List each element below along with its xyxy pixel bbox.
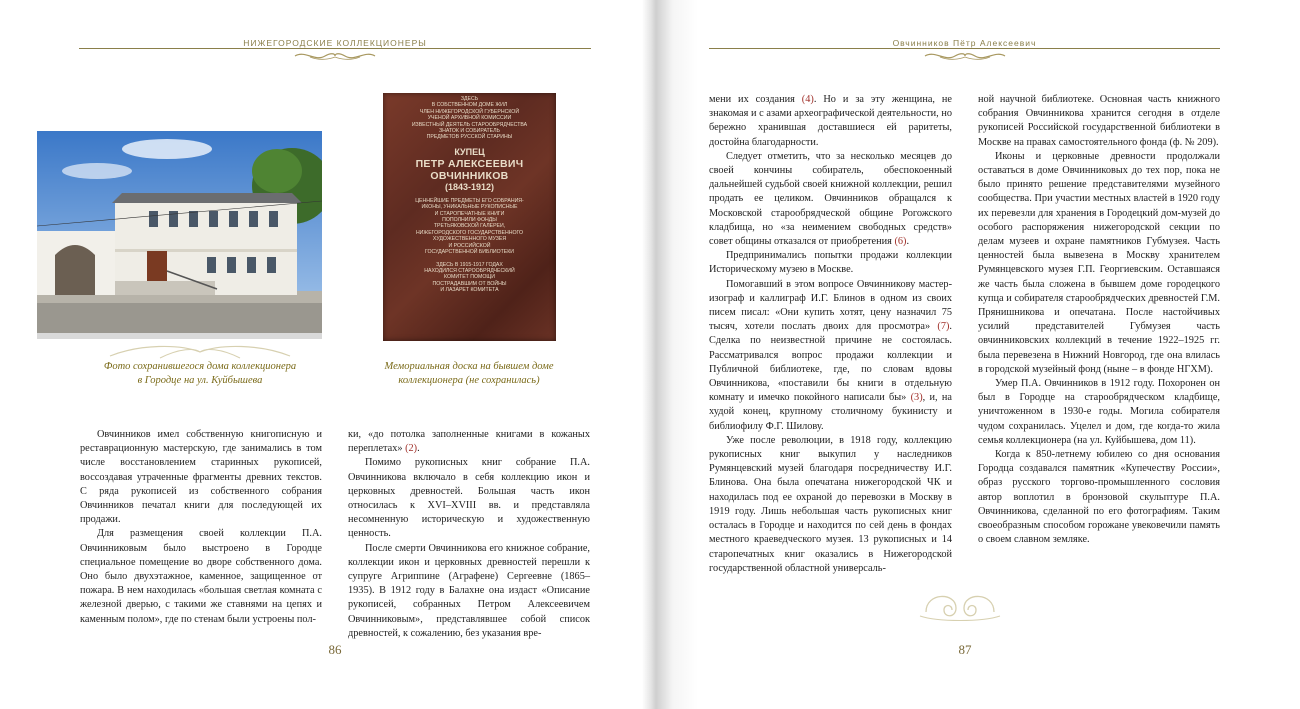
plaque-middle-line: НИЖЕГОРОДСКОГО ГОСУДАРСТВЕННОГО bbox=[415, 229, 524, 236]
plaque-top-line: В СОБСТВЕННОМ ДОМЕ ЖИЛ bbox=[431, 102, 508, 109]
plaque-top-line: ЗДЕСЬ bbox=[460, 96, 479, 102]
caption-flourish-icon bbox=[100, 340, 300, 362]
paragraph: Для размещения своей коллекции П.А. Овчинниковым было выстроено в Городце специальное помещение во дворе собственного дома. Оно было двухэтажное, каменное, защищенное от пожара. В нем находилась «большая светлая комната с железной дверью, с такими же ставнями на цепях и каменным полом», где по стенам были устроены пол- bbox=[80, 528, 322, 625]
paragraph bbox=[709, 150, 952, 249]
paragraph-text: Следует отметить, что за несколько месяцев до своей кончины собиратель, обеспокоенный дальнейшей судьбой своей книжной коллекции, решил продать ее целиком. Овчинников обращался к Московской старообрядческой общине Рогожского кладбища, но «за неимением свободных средств» совет общины отказался от приобретения bbox=[709, 150, 952, 248]
right-column-2 bbox=[978, 93, 1220, 548]
plaque-middle-line: ПОПОЛНИЛИ ФОНДЫ bbox=[442, 217, 497, 224]
paragraph bbox=[709, 278, 952, 434]
paragraph: Помимо рукописных книг собрание П.А. Овчинникова включало в себя коллекцию икон и церковных древностей. Большая часть икон относилась к XVI–XVIII вв. и представляла несомненную историческую и художественную ценность. bbox=[348, 457, 590, 540]
header-ornament-right bbox=[920, 49, 1010, 63]
header-ornament-left bbox=[290, 49, 380, 63]
plaque-middle-line: ГОСУДАРСТВЕННОЙ БИБЛИОТЕКИ bbox=[424, 249, 514, 256]
plaque-surname: ОВЧИННИКОВ bbox=[430, 169, 509, 182]
running-header-left: НИЖЕГОРОДСКИЕ КОЛЛЕКЦИОНЕРЫ bbox=[243, 38, 427, 48]
paragraph: ной научной библиотеке. Основная часть книжного собрания Овчинникова хранится сегодня в отделе рукописей Российской государственной библиотеки в Москве на правах самостоятельного фонда (ф. № 209). bbox=[978, 94, 1220, 148]
plaque-middle-line: И СТАРОПЕЧАТНЫЕ КНИГИ bbox=[434, 210, 505, 217]
paragraph-text: . bbox=[906, 236, 910, 248]
paragraph: ки, «до потолка заполненные книгами в кожаных переплетах» (2). bbox=[348, 429, 590, 455]
plaque-bottom-line: НАХОДИЛСЯ СТАРООБРЯДЧЕСКИЙ bbox=[424, 267, 515, 274]
left-column-2 bbox=[348, 428, 590, 641]
right-page bbox=[650, 0, 1300, 709]
running-header-right: Овчинников Пётр Алексеевич bbox=[892, 38, 1037, 48]
plaque-top-line: ПРЕДМЕТОВ РУССКОЙ СТАРИНЫ bbox=[426, 134, 513, 141]
plaque-years: (1843-1912) bbox=[444, 181, 495, 192]
paragraph: После смерти Овчинникова его книжное собрание, коллекции икон и церковных древностей перешли к супруге Агриппине (Аграфене) Сергеевне (1865–1935). В 1912 году в Балахне она издаст «Описание рукописей, собранных Петром Алексеевичем Овчинниковым», представлявшее собой список древностей, к сожалению, без указания вре- bbox=[348, 542, 590, 639]
paragraph-text: . Но и за эту женщина, не знакомая и с азами археографической деятельности, но бережно хранившая доставшиеся ей раритеты, достойна благодарности. bbox=[709, 94, 953, 148]
paragraph-text: . Сделка по неизвестной причине не состоялась. Рассматривался вопрос продажи коллекции и Публичной библиотеке, где, по словам вдовы Овчинникова, «поставили бы книги в отдельную комнату и имечко покойного написали бы» bbox=[709, 321, 952, 404]
plaque-top-line: ИЗВЕСТНЫЙ ДЕЯТЕЛЬ СТАРООБРЯДЧЕСТВА bbox=[411, 121, 528, 128]
paragraph: Иконы и церковные древности продолжали оставаться в доме Овчинниковых до тех пор, пока не было принято решение представителями музейного сообщества. При участии местных властей в 1920 году их перевезли для хранения в Городецкий дом-музей до особого распоряжения нижегородской секции по делам музеев и охране памятников Губмузея. Часть ценностей была вывезена в Москву хранителем Румянцевского музея Г.П. Георгиевским. Оставшаяся же часть была сложена в бывшем доме городецкого купца и собирателя старообрядческих древностей Г.М. Прянишникова и опечатана. После настойчивых усилий представителей Губмузея часть овчинниковских коллекций в течение 1922–1925 гг. была перевезена в Нижний Новгород, где она влилась в городской музейный фонд (ныне – в фонде НГХМ). bbox=[978, 150, 1220, 375]
plaque-caption-line: Мемориальная доска на бывшем доме bbox=[384, 361, 554, 372]
paragraph-text: Предпринимались попытки продажи коллекции Историческому музею в Москве. bbox=[709, 250, 952, 276]
plaque-middle-line: ТРЕТЬЯКОВСКОЙ ГАЛЕРЕИ, bbox=[433, 223, 506, 230]
house-photo bbox=[37, 131, 322, 339]
plaque-middle-line: ХУДОЖЕСТВЕННОГО МУЗЕЯ bbox=[432, 236, 507, 243]
plaque-bottom-line: ЗДЕСЬ В 1915-1917 ГОДАХ bbox=[436, 261, 503, 268]
paragraph bbox=[709, 249, 952, 277]
plaque-bottom-line: ПОСТРАДАВШИМ ОТ ВОЙНЫ bbox=[432, 280, 507, 287]
paragraph-text: мени их создания bbox=[709, 94, 802, 105]
photo-caption-line: Фото сохранившегося дома коллекционера bbox=[103, 361, 297, 372]
plaque-middle-line: ЦЕННЕЙШИЕ ПРЕДМЕТЫ ЕГО СОБРАНИЯ- bbox=[415, 197, 524, 204]
reference-link[interactable]: (6) bbox=[894, 236, 907, 248]
plaque-name: ПЕТР АЛЕКСЕЕВИЧ bbox=[415, 157, 524, 170]
plaque-caption-line: коллекционера (не сохранилась) bbox=[398, 375, 540, 386]
paragraph-text: ки, «до потолка заполненные книгами в кожаных переплетах» bbox=[348, 429, 590, 455]
plaque-middle-line: И РОССИЙСКОЙ bbox=[448, 242, 491, 249]
page-number-right: 87 bbox=[958, 642, 972, 657]
plaque-bottom-line: КОМИТЕТ ПОМОЩИ bbox=[444, 274, 495, 281]
reference-link[interactable]: (7) bbox=[937, 321, 950, 333]
plaque-top-line: УЧЕНОЙ АРХИВНОЙ КОМИССИИ bbox=[427, 115, 512, 122]
plaque-top-line: ЗНАТОК И СОБИРАТЕЛЬ bbox=[439, 128, 500, 135]
paragraph-text: Помогавший в этом вопросе Овчинникову мастер-изограф и каллиграф И.Г. Блинов в одном из своих писем писал: «Они купить хотят, цену назначил 75 тысяч, хотели послать двоих для просмотра» bbox=[709, 278, 952, 333]
paragraph-text: Уже после революции, в 1918 году, коллекцию рукописных книг выкупил у наследников Румянцевский музей благодаря посредничеству И.Г. Блинова. Она была опечатана нижегородской ЧК и находилась под ее охраной до перевозки в Москву в 1919 году. Лишь небольшая часть рукописных книг осталась в Городце и находится по сей день в фондах местного краеведческого музея. 13 рукописных и 14 старопечатных книг оказались в Нижегородской государственной областной универсаль- bbox=[709, 434, 952, 574]
paragraph: Когда к 850-летнему юбилею со дня основания Городца создавался памятник «Купечеству России», образ русского торгово-промышленного сословия автор воплотил в бронзовой скульптуре П.А. Овчинникова, сделанной по его фотографиям. Таким своеобразным способом горожане увековечили память о своем славном земляке. bbox=[978, 449, 1220, 546]
photo-caption bbox=[80, 360, 320, 388]
reference-link[interactable]: (4) bbox=[801, 94, 814, 105]
left-column-1 bbox=[80, 428, 322, 627]
end-flourish-icon bbox=[918, 582, 1002, 624]
plaque-middle-line: ИКОНЫ, УНИКАЛЬНЫЕ РУКОПИСНЫЕ bbox=[421, 204, 518, 211]
paragraph: Умер П.А. Овчинников в 1912 году. Похоронен он был в Городце на старообрядческом кладбище, уничтоженном в 1930-е годы. Могила собирателя чудом сохранилась. Уцелел и дом, где когда-то жила семья коллекционера (на ул. Куйбышева, дом 11). bbox=[978, 378, 1220, 446]
photo-caption-line: в Городце на ул. Куйбышева bbox=[137, 375, 263, 386]
reference-link[interactable]: (3) bbox=[910, 392, 923, 404]
paragraph: Овчинников имел собственную книгописную и реставрационную мастерскую, где занимались в том числе восстановлением старинных рукописей, воссоздавая утраченные фрагменты древних текстов. С ряда рукописей из собственного собрания Овчинников печатал книги для последующей их продажи. bbox=[80, 429, 322, 526]
reference-link[interactable]: (2) bbox=[405, 443, 418, 455]
paragraph-text: , и, на худой конец, крупному столичному букинисту и библиофилу Ф.Г. Шилову. bbox=[709, 392, 952, 432]
plaque-bottom-line: И ЛАЗАРЕТ КОМИТЕТА bbox=[440, 287, 499, 294]
paragraph bbox=[709, 93, 952, 150]
page-number-left: 86 bbox=[328, 642, 342, 657]
memorial-plaque-photo bbox=[383, 93, 556, 341]
right-column-1 bbox=[709, 93, 952, 576]
paragraph bbox=[709, 434, 952, 576]
plaque-caption bbox=[365, 360, 573, 388]
plaque-top-line: ЧЛЕН НИЖЕГОРОДСКОЙ ГУБЕРНСКОЙ bbox=[419, 108, 520, 115]
plaque-title: КУПЕЦ bbox=[454, 146, 485, 157]
book-spine-shadow bbox=[642, 0, 698, 709]
